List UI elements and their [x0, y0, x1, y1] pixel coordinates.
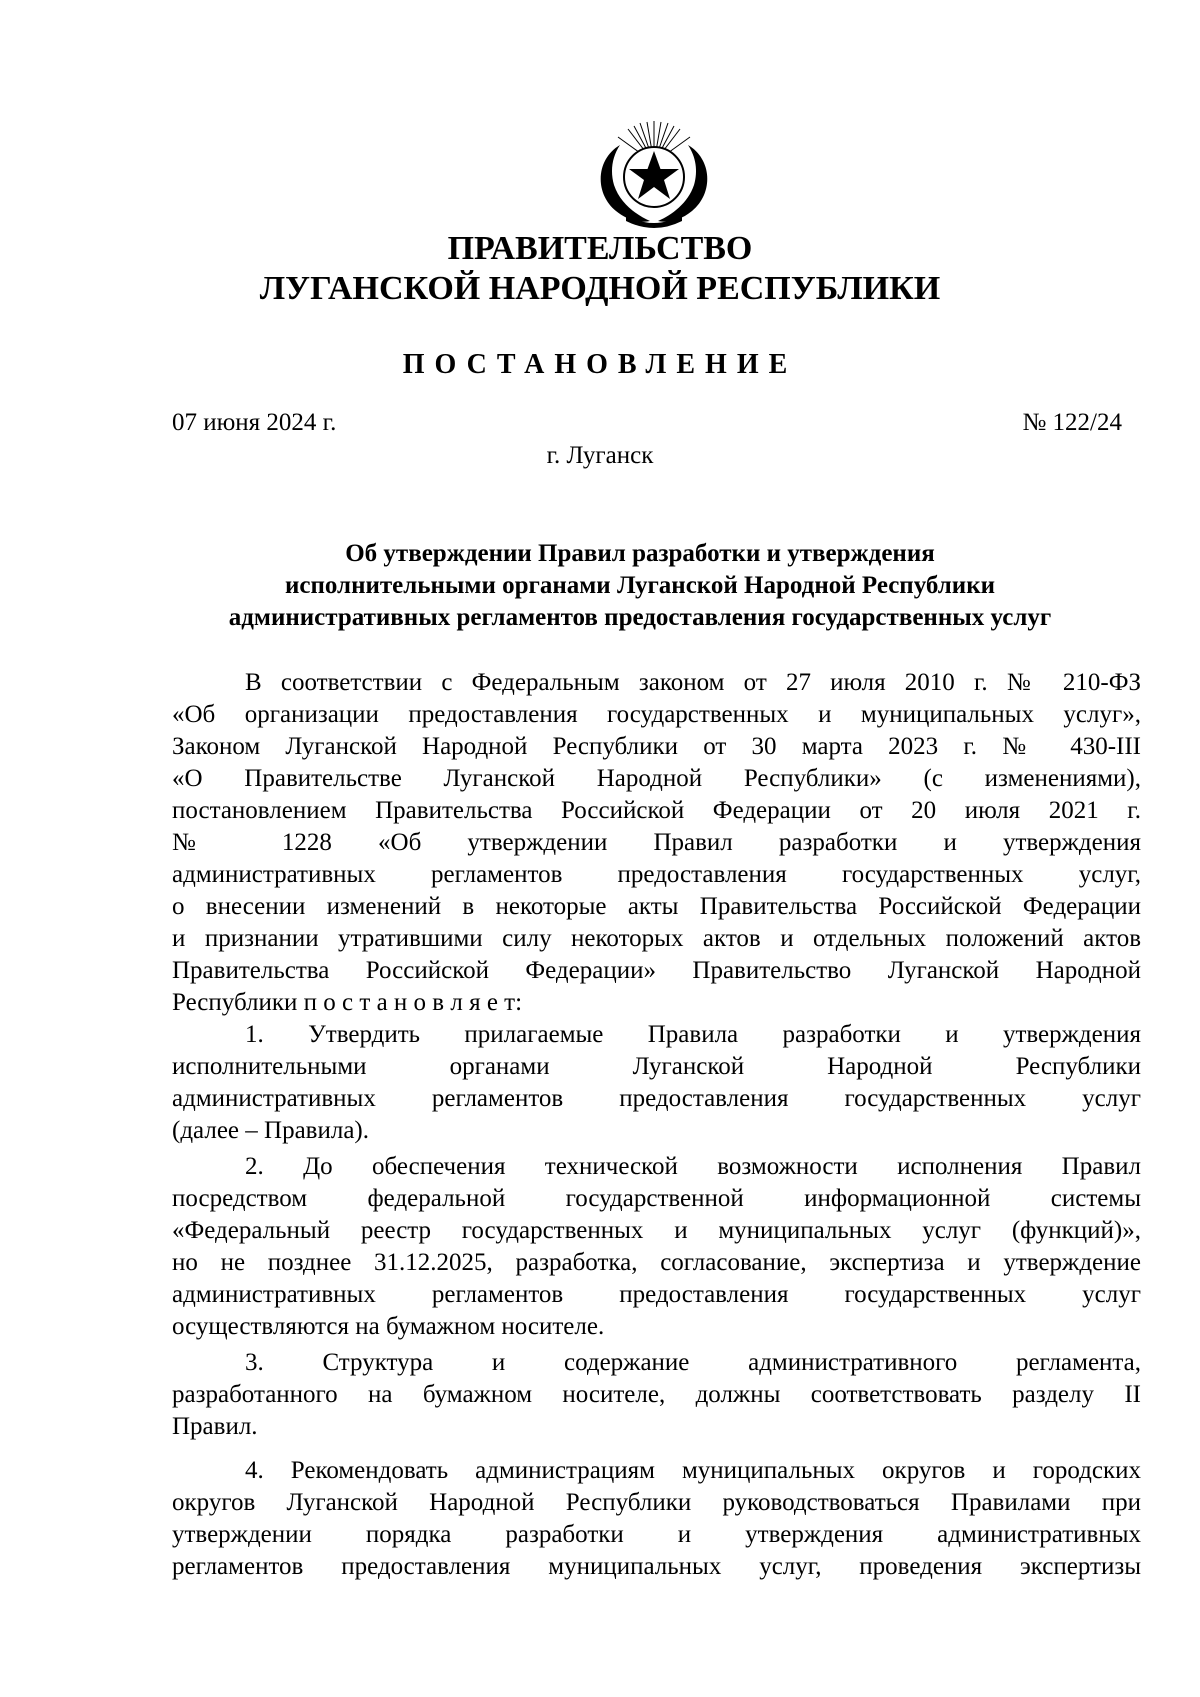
- document-title-line: исполнительными органами Луганской Народной Республики: [284, 572, 996, 599]
- body-line: посредством федеральной государственной информационной системы: [172, 1185, 1141, 1212]
- body-line: «О Правительстве Луганской Народной Республики» (с изменениями),: [172, 765, 1141, 792]
- body-line: Законом Луганской Народной Республики от 30 марта 2023 г. № 430-III: [172, 733, 1141, 760]
- body-line: постановлением Правительства Российской Федерации от 20 июля 2021 г.: [172, 797, 1141, 824]
- body-line: утверждении порядка разработки и утверждения административных: [172, 1521, 1141, 1548]
- body-line: № 1228 «Об утверждении Правил разработки и утверждения: [172, 829, 1141, 856]
- state-emblem-icon: [590, 115, 718, 233]
- document-type-heading: ПОСТАНОВЛЕНИЕ: [402, 349, 798, 380]
- document-date: 07 июня 2024 г.: [172, 409, 337, 436]
- body-line: 2. До обеспечения технической возможности исполнения Правил: [245, 1153, 1141, 1180]
- body-line: исполнительными органами Луганской Народной Республики: [172, 1053, 1141, 1080]
- body-line: «Федеральный реестр государственных и муниципальных услуг (функций)»,: [172, 1217, 1141, 1244]
- body-line: 1. Утвердить прилагаемые Правила разработки и утверждения: [245, 1021, 1141, 1048]
- body-line: административных регламентов предоставления государственных услуг,: [172, 861, 1141, 888]
- document-city: г. Луганск: [546, 442, 654, 469]
- body-line: Республики п о с т а н о в л я е т:: [172, 989, 523, 1016]
- body-line: 3. Структура и содержание административного регламента,: [245, 1349, 1141, 1376]
- body-line: административных регламентов предоставления государственных услуг: [172, 1085, 1141, 1112]
- document-title-line: Об утверждении Правил разработки и утверждения: [345, 540, 935, 567]
- body-line: 4. Рекомендовать администрациям муниципальных округов и городских: [245, 1457, 1141, 1484]
- body-line: «Об организации предоставления государственных и муниципальных услуг»,: [172, 701, 1141, 728]
- body-line: Правительства Российской Федерации» Правительство Луганской Народной: [172, 957, 1141, 984]
- document-number: № 122/24: [1022, 409, 1122, 436]
- body-line: и признании утратившими силу некоторых актов и отдельных положений актов: [172, 925, 1141, 952]
- body-line: (далее – Правила).: [172, 1117, 370, 1144]
- organization-name-line-2: ЛУГАНСКОЙ НАРОДНОЙ РЕСПУБЛИКИ: [259, 270, 941, 307]
- body-line: округов Луганской Народной Республики руководствоваться Правилами при: [172, 1489, 1141, 1516]
- body-line: административных регламентов предоставления государственных услуг: [172, 1281, 1141, 1308]
- body-line: регламентов предоставления муниципальных услуг, проведения экспертизы: [172, 1553, 1141, 1580]
- body-line: осуществляются на бумажном носителе.: [172, 1313, 605, 1340]
- body-line: о внесении изменений в некоторые акты Правительства Российской Федерации: [172, 893, 1141, 920]
- body-line: разработанного на бумажном носителе, должны соответствовать разделу II: [172, 1381, 1141, 1408]
- body-line: В соответствии с Федеральным законом от 27 июля 2010 г. № 210-ФЗ: [245, 669, 1141, 696]
- body-line: но не позднее 31.12.2025, разработка, согласование, экспертиза и утверждение: [172, 1249, 1141, 1276]
- organization-name-line-1: ПРАВИТЕЛЬСТВО: [447, 230, 753, 267]
- document-title-line: административных регламентов предоставления государственных услуг: [228, 604, 1052, 631]
- body-line: Правил.: [172, 1413, 258, 1440]
